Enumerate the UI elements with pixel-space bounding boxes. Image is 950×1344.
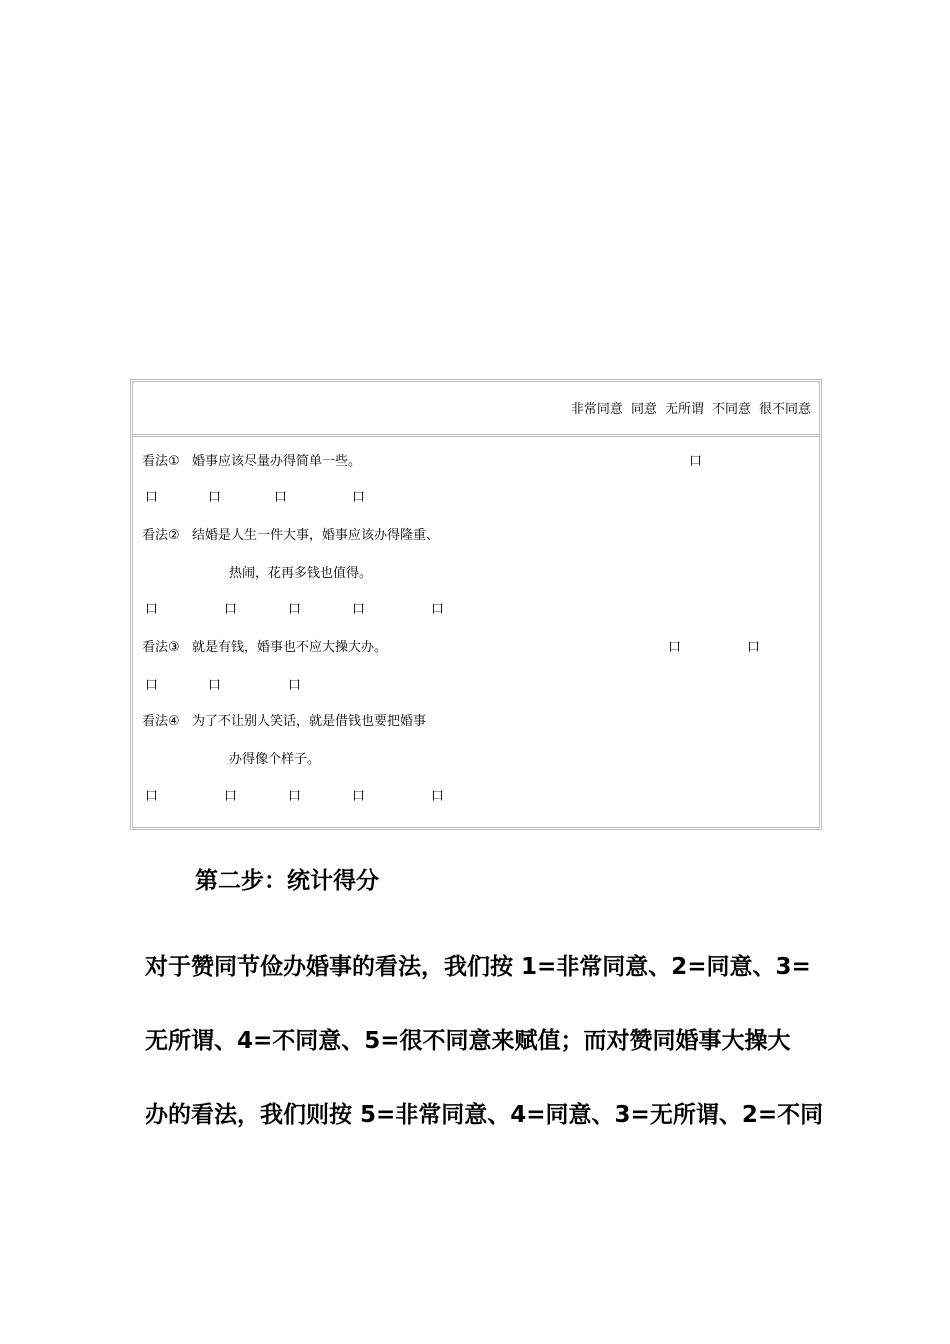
checkbox[interactable]: 口: [431, 602, 445, 617]
checkbox[interactable]: 口: [288, 678, 302, 693]
scale-labels: [563, 398, 811, 417]
scale-strongly-agree: 非常同意: [570, 402, 623, 417]
statement-4-text: 为了不让别人笑话，就是借钱也要把婚事: [192, 714, 427, 729]
statement-4-label: 看法④: [142, 714, 180, 729]
checkbox[interactable]: 口: [668, 640, 682, 655]
checkbox[interactable]: 口: [274, 490, 288, 505]
statement-3-label: 看法③: [142, 640, 180, 655]
scale-strongly-disagree: 很不同意: [758, 402, 811, 417]
statement-3-text: 就是有钱，婚事也不应大操大办。: [192, 640, 388, 655]
statement-4-text-cont: 办得像个样子。: [229, 752, 321, 767]
step-heading: 第二步：统计得分: [195, 868, 379, 894]
checkbox[interactable]: 口: [145, 490, 159, 505]
statement-1-label: 看法①: [142, 454, 180, 469]
checkbox[interactable]: 口: [352, 490, 366, 505]
scale-indifferent: 无所谓: [664, 402, 704, 417]
checkbox[interactable]: 口: [224, 789, 238, 804]
checkbox[interactable]: 口: [224, 602, 238, 617]
checkbox[interactable]: 口: [145, 602, 159, 617]
checkbox[interactable]: 口: [288, 602, 302, 617]
statement-2-label: 看法②: [142, 528, 180, 543]
statement-1-text: 婚事应该尽量办得简单一些。: [192, 454, 362, 469]
paragraph-line-3: 办的看法，我们则按 5=非常同意、4=同意、3=无所谓、2=不同: [145, 1102, 824, 1128]
checkbox[interactable]: 口: [747, 640, 761, 655]
checkbox[interactable]: 口: [689, 454, 703, 469]
checkbox[interactable]: 口: [352, 789, 366, 804]
checkbox[interactable]: 口: [288, 789, 302, 804]
checkbox[interactable]: 口: [352, 602, 366, 617]
checkbox[interactable]: 口: [145, 678, 159, 693]
survey-table: [130, 379, 822, 830]
checkbox[interactable]: 口: [145, 789, 159, 804]
scale-disagree: 不同意: [711, 402, 751, 417]
statement-2-text: 结婚是人生一件大事，婚事应该办得隆重、: [192, 528, 440, 543]
scale-header-row: [133, 382, 819, 437]
paragraph-line-2: 无所谓、4=不同意、5=很不同意来赋值；而对赞同婚事大操大: [145, 1028, 791, 1054]
paragraph-line-1: 对于赞同节俭办婚事的看法，我们按 1=非常同意、2=同意、3=: [145, 954, 811, 980]
checkbox[interactable]: 口: [431, 789, 445, 804]
statement-2-text-cont: 热闹，花再多钱也值得。: [229, 566, 373, 581]
checkbox[interactable]: 口: [208, 678, 222, 693]
scale-agree: 同意: [630, 402, 657, 417]
checkbox[interactable]: 口: [208, 490, 222, 505]
